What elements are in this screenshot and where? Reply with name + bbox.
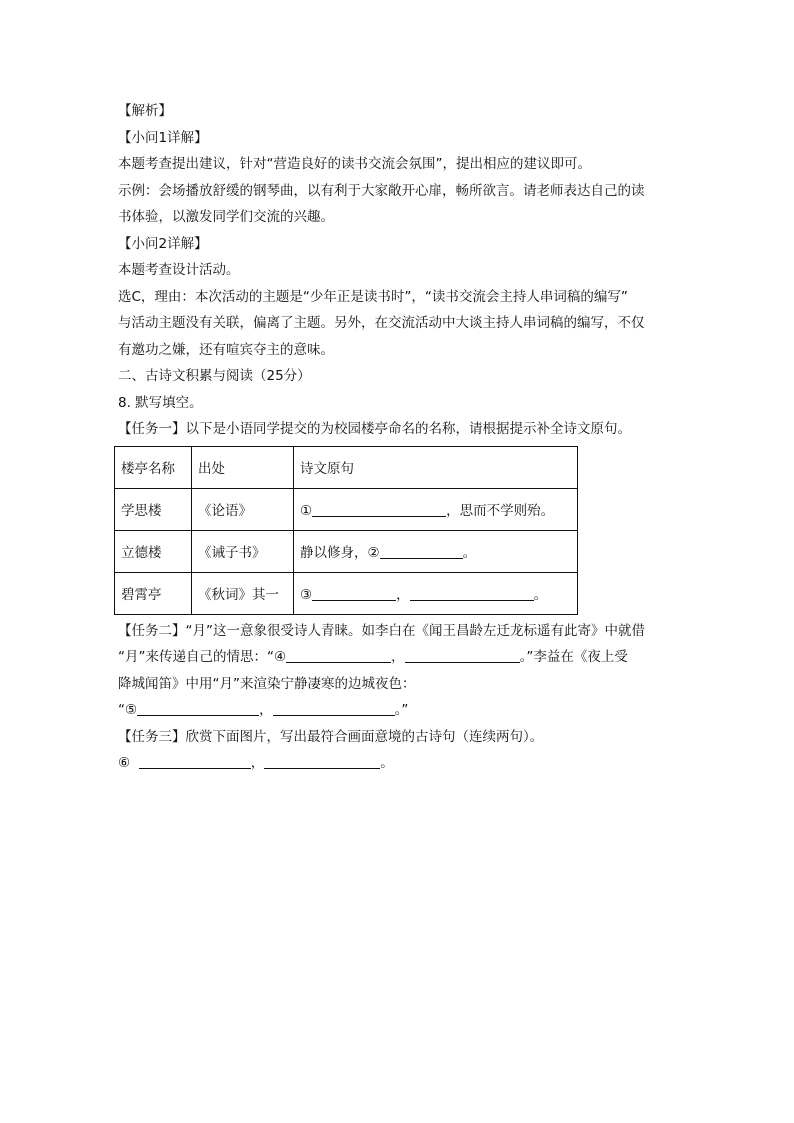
source-cell: 《论语》 <box>192 488 294 530</box>
verse-cell <box>294 530 578 572</box>
answer-blank-6a[interactable] <box>139 753 251 769</box>
header-cell: 楼亭名称 <box>115 446 192 488</box>
q2-paragraph-line: 与活动主题没有关联，偏离了主题。另外，在交流活动中大谈主持人串词稿的编写，不仅 <box>118 315 645 331</box>
verse-cell <box>294 488 578 530</box>
building-name-cell: 碧霄亭 <box>115 572 192 614</box>
verse-prefix: 静以修身，② <box>300 545 380 561</box>
verse-cell <box>294 572 578 614</box>
q1-paragraph-line: 示例：会场播放舒缓的钢琴曲，以有利于大家敞开心扉，畅所欲言。请老师表达自己的读 <box>118 182 645 199</box>
q2-paragraph-line: 本题考查设计活动。 <box>118 262 240 278</box>
task2-text: 。” <box>394 702 409 718</box>
answer-blank-2[interactable] <box>380 543 463 559</box>
task3-end: 。 <box>380 755 394 771</box>
task3-comma: ， <box>250 755 265 771</box>
q1-paragraph-line: 书体验，以激发同学们交流的兴趣。 <box>118 209 334 225</box>
task2-line <box>118 697 688 724</box>
answer-blank-6b[interactable] <box>264 753 380 769</box>
table-header-row <box>115 446 578 488</box>
q1-heading: 【小问1详解】 <box>118 129 208 146</box>
building-name-cell: 学思楼 <box>115 488 192 530</box>
analysis-heading: 【解析】 <box>118 103 172 119</box>
document-page <box>118 98 688 777</box>
section-title: 二、古诗文积累与阅读（25分） <box>118 368 311 384</box>
answer-blank-1[interactable] <box>312 501 446 517</box>
q2-heading: 【小问2详解】 <box>118 235 208 252</box>
task2-line <box>118 644 688 671</box>
verse-comma: ， <box>396 587 410 603</box>
answer-blank-3a[interactable] <box>312 585 396 601</box>
answer-blank-5a[interactable] <box>137 700 259 716</box>
header-cell: 出处 <box>192 446 294 488</box>
naming-table <box>114 446 578 615</box>
answer-blank-3b[interactable] <box>410 585 534 601</box>
building-name-cell: 立德楼 <box>115 530 192 572</box>
table-row <box>115 572 578 614</box>
task2-text: “月”来传递自己的情思：“④ <box>118 649 287 665</box>
verse-prefix: ③ <box>300 587 313 603</box>
task2-line: 降城闻笛》中用“月”来渲染宁静凄寒的边城夜色： <box>118 675 416 692</box>
table-row <box>115 488 578 530</box>
task2-text: “⑤ <box>118 702 138 718</box>
header-cell: 诗文原句 <box>294 446 578 488</box>
q8-title: 8. 默写填空。 <box>118 394 203 411</box>
task3-prefix: ⑥ <box>118 755 131 771</box>
task2-text: 。”李益在《夜上受 <box>519 649 628 665</box>
q1-paragraph-line: 本题考查提出建议，针对“营造良好的读书交流会氛围”，提出相应的建议即可。 <box>118 156 591 172</box>
answer-blank-4a[interactable] <box>286 647 391 663</box>
source-cell: 《诫子书》 <box>192 530 294 572</box>
q2-paragraph-line: 有邀功之嫌，还有喧宾夺主的意味。 <box>118 341 334 358</box>
verse-end: 。 <box>533 587 548 603</box>
task2-comma: ， <box>391 649 405 665</box>
task2-comma: ， <box>259 702 273 718</box>
task2-line: 【任务二】“月”这一意象很受诗人青睐。如李白在《闻王昌龄左迁龙标遥有此寄》中就借 <box>118 622 645 639</box>
task1-text: 【任务一】以下是小语同学提交的为校园楼亭命名的名称，请根据提示补全诗文原句。 <box>118 421 631 437</box>
table-row <box>115 530 578 572</box>
verse-end: 。 <box>462 545 477 561</box>
task3-text: 【任务三】欣赏下面图片，写出最符合画面意境的古诗句（连续两句）。 <box>118 728 544 745</box>
source-cell: 《秋词》其一 <box>192 572 294 614</box>
q2-paragraph-line: 选C，理由：本次活动的主题是“少年正是读书时”，“读书交流会主持人串词稿的编写” <box>118 288 628 305</box>
answer-blank-5b[interactable] <box>273 700 395 716</box>
task3-answer-line <box>118 750 688 777</box>
verse-text: ，思而不学则殆。 <box>446 503 555 519</box>
verse-prefix: ① <box>300 503 313 519</box>
answer-blank-4b[interactable] <box>405 647 520 663</box>
